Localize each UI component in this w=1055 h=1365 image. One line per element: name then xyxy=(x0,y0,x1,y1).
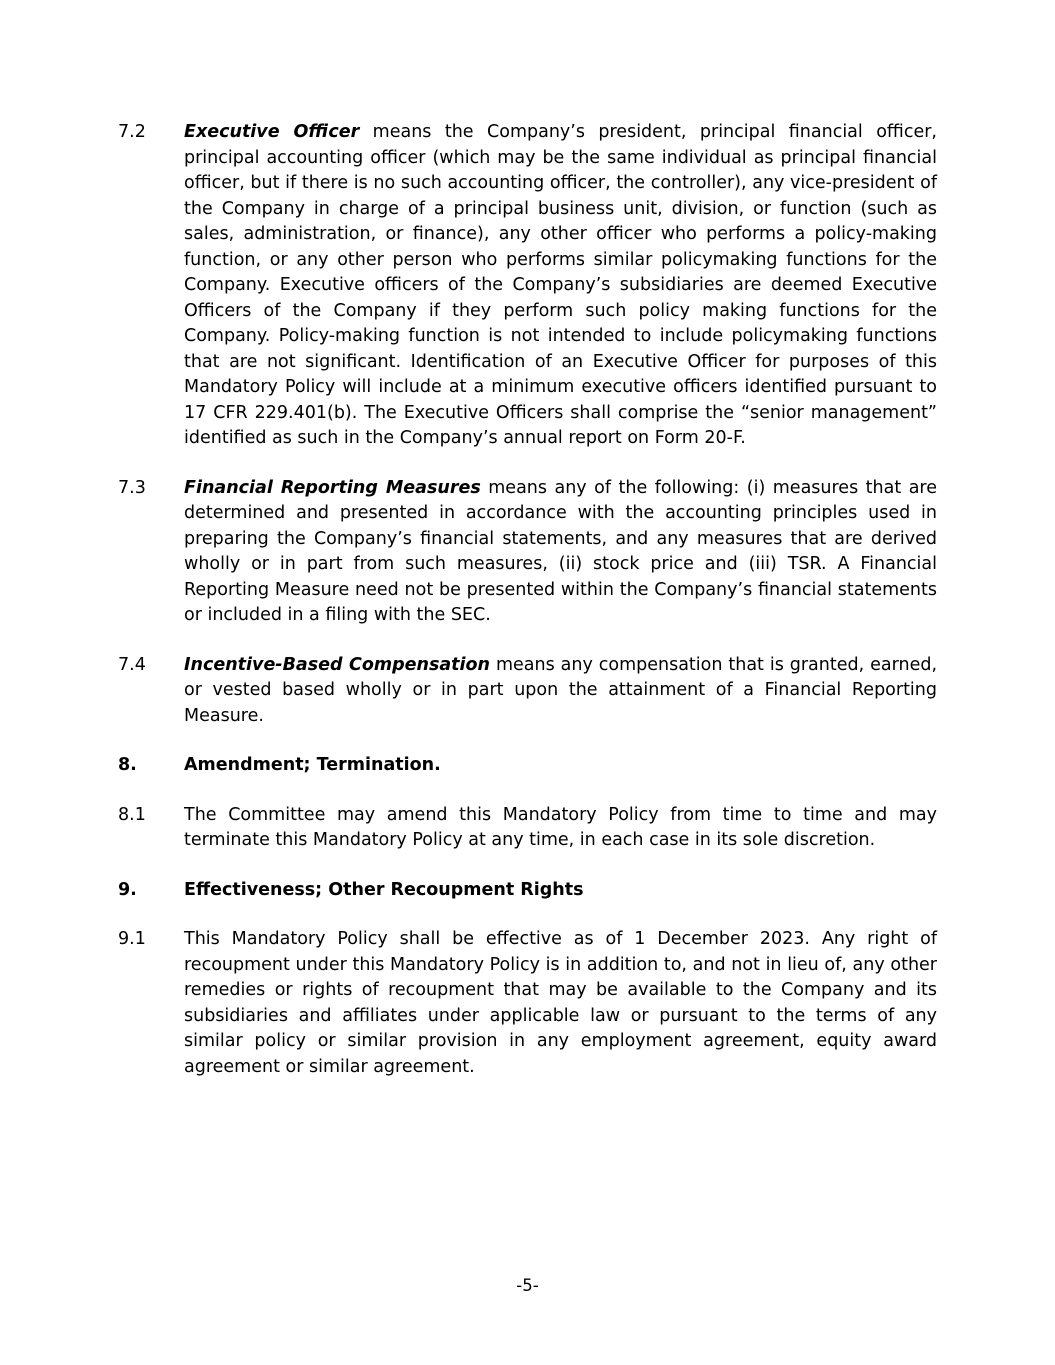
clause-text: This Mandatory Policy shall be effective as of 1 December 2023. Any right of recoupment under this Mandatory Policy is in addition to, and not in lieu of, any other remedies or rights of recoupment that may be available to the Company and its subsidiaries and affiliates under applicable law or pursuant to the terms of any similar policy or similar provision in any employment agreement, equity award agreement or similar agreement. xyxy=(184,929,937,1077)
clause-text xyxy=(184,653,937,730)
clause-7-3 xyxy=(118,476,937,629)
clause-number: 7.2 xyxy=(118,122,146,142)
clause-number: 7.3 xyxy=(118,477,146,498)
clause-text: The Committee may amend this Mandatory Policy from time to time and may terminate this Mandatory Policy at any time, in each case in its sole discretion. xyxy=(184,804,937,850)
section-title: Amendment; Termination. xyxy=(184,755,441,775)
section-heading-8 xyxy=(118,753,937,779)
clause-number: 8.1 xyxy=(118,804,146,825)
section-number: 9. xyxy=(118,879,137,900)
section-number: 8. xyxy=(118,755,137,775)
clause-9-1 xyxy=(118,927,937,1080)
defined-term: Financial Reporting Measures xyxy=(184,477,481,498)
clause-body-text: means any of the following: (i) measures that are determined and presented in accordance with the accounting principles used in preparing the Company’s financial statements, and any measures that are derived wholly or in part from such measures, (ii) stock price and (iii) TSR. A Financial Reporting Measure need not be presented within the Company’s financial statements or included in a filing with the SEC. xyxy=(184,477,938,625)
clause-7-2 xyxy=(118,120,937,452)
clause-text xyxy=(184,476,937,629)
clause-body-text: means the Company’s president, principal financial officer, principal accounting officer (which may be the same individual as principal financial officer, but if there is no such accounting officer, the controller), any vice-president of the Company in charge of a principal business unit, division, or function (such as sales, administration, or finance), any other officer who performs a policy-making function, or any other person who performs similar policymaking functions for the Company. Executive officers of the Company’s subsidiaries are deemed Executive Officers of the Company if they perform such policy making functions for the Company. Policy-making function is not intended to include policymaking functions that are not significant. Identification of an Executive Officer for purposes of this Mandatory Policy will include at a minimum executive officers identified pursuant to 17 CFR 229.401(b). The Executive Officers shall comprise the “senior management” identified as such in the Company’s annual report on Form 20-F. xyxy=(184,122,937,448)
clause-number: 7.4 xyxy=(118,654,146,675)
section-title: Effectiveness; Other Recoupment Rights xyxy=(184,879,584,900)
clause-8-1 xyxy=(118,803,937,854)
page-number: -5- xyxy=(516,1276,539,1295)
clause-7-4 xyxy=(118,653,937,730)
section-heading-9 xyxy=(118,878,937,904)
clause-text xyxy=(184,120,937,452)
clause-body-text: means any compensation that is granted, earned, or vested based wholly or in part upon the attainment of a Financial Reporting Measure. xyxy=(184,654,938,726)
clause-number: 9.1 xyxy=(118,929,146,949)
defined-term: Incentive-Based Compensation xyxy=(184,654,491,675)
defined-term: Executive Officer xyxy=(184,122,360,142)
